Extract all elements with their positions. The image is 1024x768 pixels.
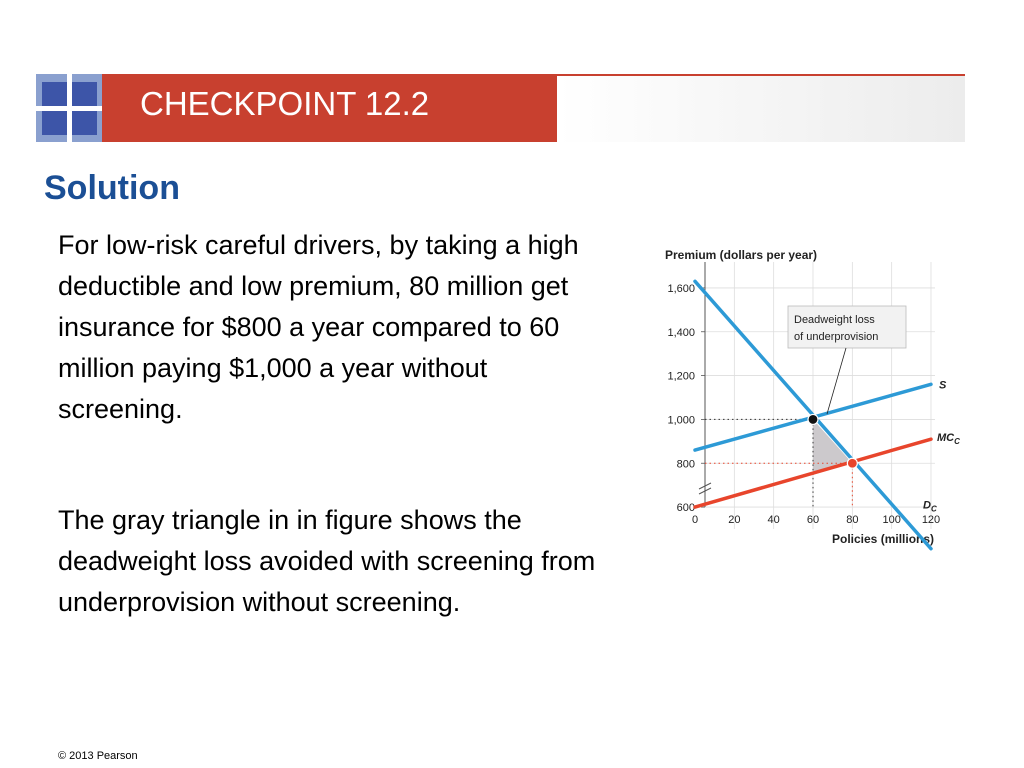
slide-title: CHECKPOINT 12.2 [140,85,430,122]
grid [705,262,935,529]
copyright-footer: © 2013 Pearson [58,750,138,762]
series-label-d: $D_C$ [923,499,937,514]
y-tick-label: 800 [676,458,695,471]
y-tick-label: 1,400 [667,326,695,339]
y-tick-label: 1,200 [667,370,695,383]
equilibrium-point [847,458,857,468]
y-tick-label: 1,600 [667,282,695,295]
annotation-line-1: Deadweight loss [794,314,875,326]
x-axis-title: Policies (millions) [832,532,935,546]
x-tick-label: 120 [921,514,941,526]
x-tick-label: 80 [846,514,859,526]
paragraph-1: For low-risk careful drivers, by taking a high deductible and low premium, 80 million get insurance for $800 a year compared to 60 million paying $1,000 a year without screening. [58,230,579,424]
y-axis-ticks [667,283,695,514]
insurance-chart [650,240,970,560]
x-tick-label: 40 [767,514,780,526]
series-label-subscript: C [930,504,937,514]
x-tick-label: 20 [728,514,741,526]
section-heading: Solution [44,169,180,207]
annotation-pointer [827,348,846,414]
header-logo-grid [36,74,102,142]
paragraph-2: The gray triangle in in figure shows the deadweight loss avoided with screening from underprovision without screening. [58,505,596,617]
x-tick-label: 0 [691,514,699,526]
y-tick-label: 1,000 [667,414,695,427]
annotation-line-2: of underprovision [794,331,879,343]
series-labels [923,379,960,513]
y-tick-label: 600 [676,502,695,515]
header-top-line [557,74,965,76]
series-label-s: S [939,379,947,392]
equilibrium-point [808,414,818,424]
x-tick-label: 100 [882,514,901,526]
y-axis-title: Premium (dollars per year) [665,248,818,262]
header-fade [557,74,965,142]
series-label-mc: $MC_C$ [937,432,960,447]
series-label-subscript: C [954,437,960,447]
x-tick-label: 60 [806,514,820,526]
